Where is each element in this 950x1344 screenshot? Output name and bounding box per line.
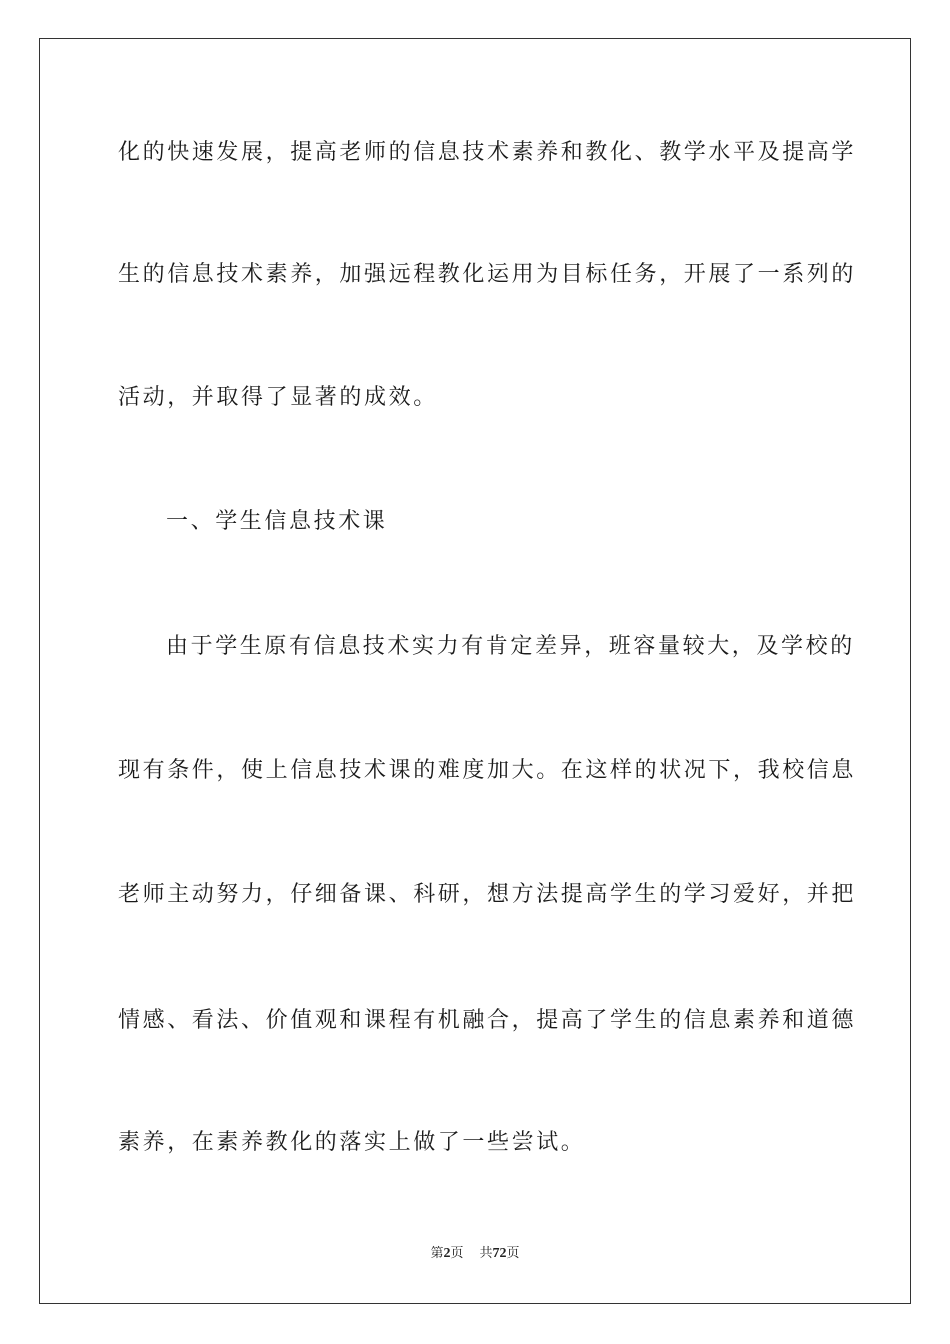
body-line-8: 情感、看法、价值观和课程有机融合，提高了学生的信息素养和道德 — [118, 1008, 857, 1033]
body-line-2: 生的信息技术素养，加强远程教化运用为目标任务，开展了一系列的 — [118, 262, 857, 287]
body-line-1: 化的快速发展，提高老师的信息技术素养和教化、教学水平及提高学 — [118, 140, 857, 165]
total-pages: 72 — [492, 1246, 507, 1261]
page-prefix: 第 — [430, 1246, 444, 1261]
total-prefix: 共 — [479, 1246, 493, 1261]
page-number: 2 — [443, 1246, 451, 1261]
total-suffix: 页 — [506, 1246, 520, 1261]
body-line-6: 现有条件，使上信息技术课的难度加大。在这样的状况下，我校信息 — [118, 758, 857, 783]
page-suffix: 页 — [450, 1246, 464, 1261]
body-line-7: 老师主动努力，仔细备课、科研，想方法提高学生的学习爱好，并把 — [118, 882, 857, 907]
body-line-9: 素养，在素养教化的落实上做了一些尝试。 — [118, 1130, 586, 1155]
page-footer — [0, 1245, 950, 1263]
body-line-3: 活动，并取得了显著的成效。 — [118, 385, 438, 410]
body-line-5: 由于学生原有信息技术实力有肯定差异，班容量较大，及学校的 — [166, 634, 855, 659]
page-border — [39, 38, 911, 1304]
section-heading: 一、学生信息技术课 — [166, 509, 388, 534]
